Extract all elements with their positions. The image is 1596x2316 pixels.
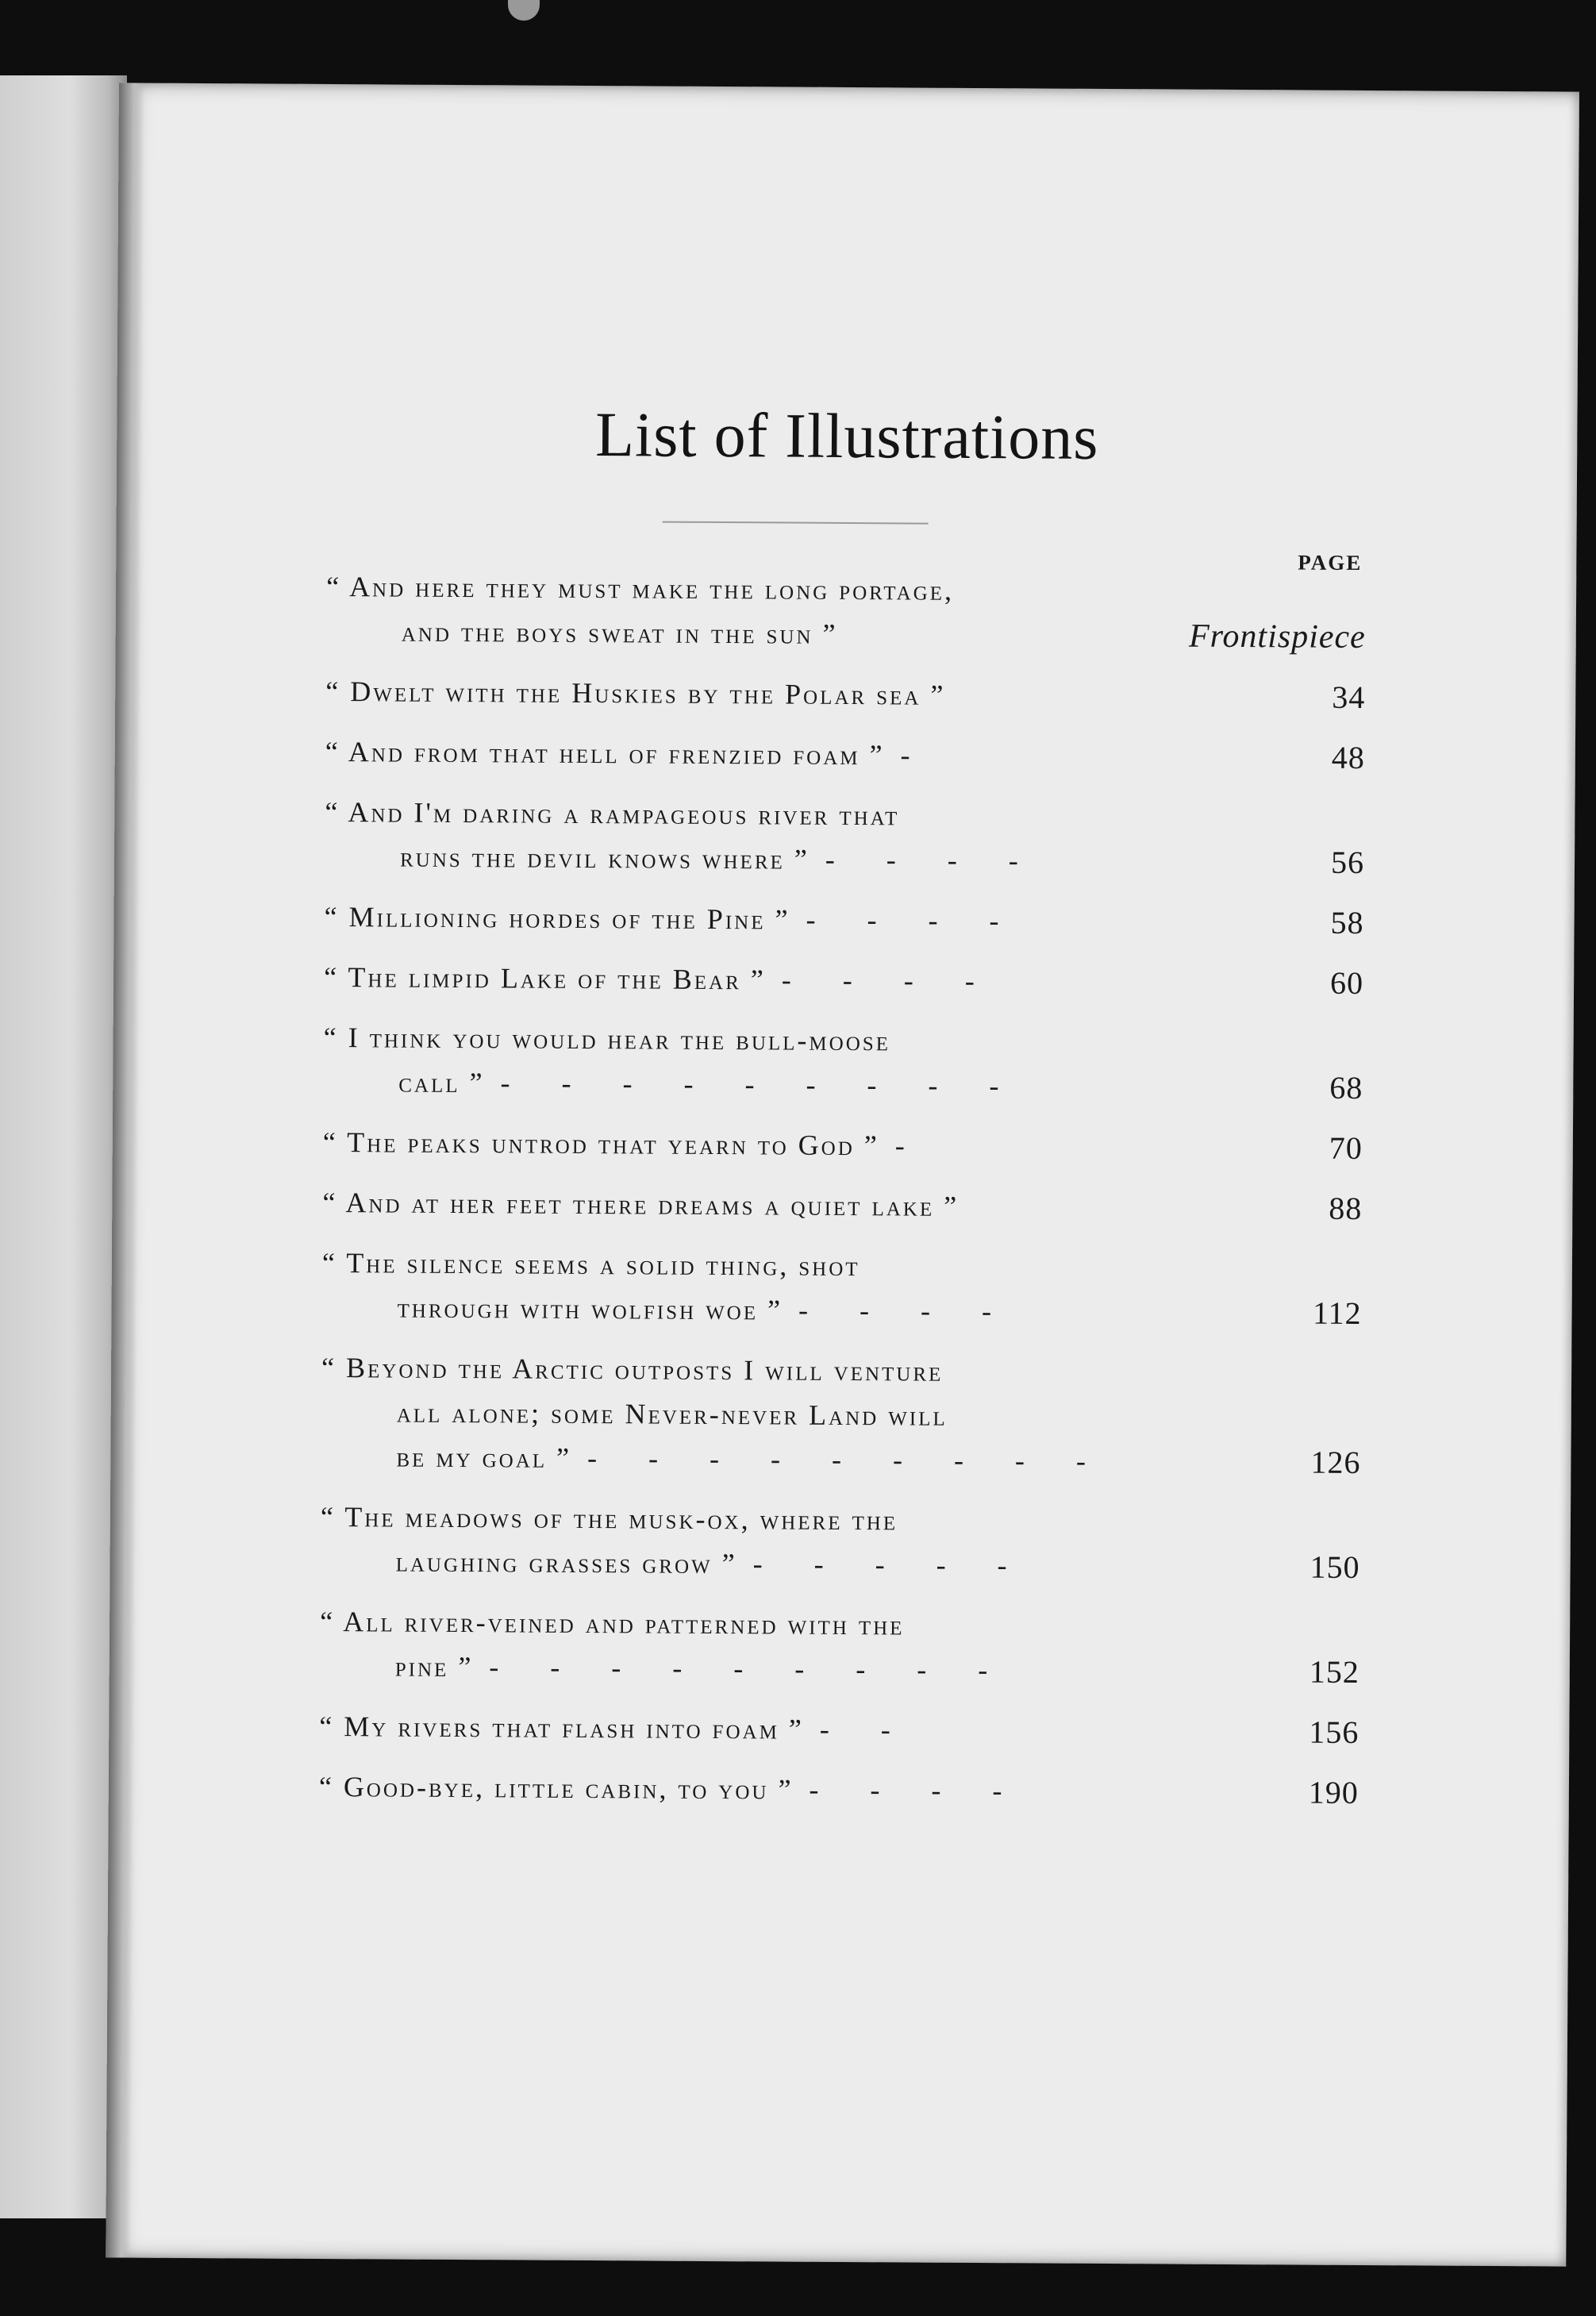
page-number: 34: [1332, 679, 1366, 715]
entry-line: “ And from that hell of frenzied foam ” -: [325, 735, 933, 771]
entry-line: “ And here they must make the long portage,: [326, 570, 955, 606]
page-number: 150: [1309, 1548, 1360, 1585]
entry-line: laughing grasses grow ” - - - - -: [395, 1545, 1029, 1582]
list-entry: [323, 1015, 1363, 1110]
page-number: 88: [1329, 1190, 1363, 1226]
page-number: 126: [1310, 1444, 1361, 1480]
page-number: 68: [1329, 1069, 1363, 1106]
book-page: [106, 83, 1579, 2266]
page-number: 60: [1329, 964, 1364, 1001]
scan-speck: [508, 0, 540, 21]
list-entry: [324, 894, 1363, 945]
leader-dashes: -: [894, 1129, 927, 1162]
list-entry: [323, 1120, 1363, 1171]
leader-dashes: [959, 1191, 975, 1222]
entry-line: and the boys sweat in the sun ”: [326, 609, 1366, 660]
list-entry: [324, 955, 1363, 1006]
entry-line: “ Millioning hordes of the Pine ” - - - -: [324, 900, 1021, 937]
leader-dashes: - - - -: [798, 1294, 1014, 1328]
entry-line: “ The limpid Lake of the Bear ” - - - -: [324, 960, 997, 998]
list-entry: [322, 1180, 1362, 1231]
page-number: 48: [1331, 739, 1365, 775]
entry-line: “ And I'm daring a rampageous river that: [325, 795, 900, 832]
leader-dashes: [945, 679, 961, 711]
leader-dashes: - - - -: [809, 1773, 1025, 1807]
entry-line: “ Beyond the Arctic outposts I will venture: [321, 1351, 944, 1387]
entry-line: “ My rivers that flash into foam ” - -: [319, 1710, 913, 1746]
list-entry: [325, 729, 1365, 780]
page-number: Frontispiece: [1188, 617, 1366, 656]
entry-line: “ Dwelt with the Huskies by the Polar sea ”: [325, 669, 1365, 720]
entry-line: all alone; some Never-never Land will: [396, 1396, 948, 1432]
entry-line: call ” - - - - - - - - -: [398, 1066, 1021, 1102]
page-number: 56: [1330, 844, 1365, 880]
entry-line: pine ” - - - - - - - - -: [394, 1650, 1010, 1687]
entry-line: “ All river-veined and patterned with the: [320, 1605, 905, 1641]
leader-dashes: - - - -: [806, 903, 1021, 937]
page-number: 156: [1309, 1714, 1359, 1750]
leader-dashes: [837, 618, 853, 650]
list-entry: [326, 564, 1367, 660]
page-number: 58: [1330, 904, 1364, 941]
entry-line: “ The silence seems a solid thing, shot: [321, 1246, 860, 1283]
page-number: 70: [1329, 1129, 1363, 1166]
list-entry: [325, 669, 1365, 720]
entry-line: “ And at her feet there dreams a quiet lake ”: [322, 1180, 1362, 1231]
entry-line: “ The peaks untrod that yearn to God ” -: [322, 1125, 927, 1162]
entry-line: through with wolfish woe ” - - - -: [397, 1291, 1014, 1328]
leader-dashes: - - - -: [781, 964, 997, 998]
list-entry: [321, 1241, 1362, 1336]
list-entry: [320, 1495, 1360, 1590]
leader-dashes: - - - -: [825, 843, 1040, 877]
entry-line: runs the devil knows where ” - - - -: [399, 841, 1040, 877]
leader-dashes: - - - - -: [752, 1548, 1029, 1582]
list-entry: [320, 1599, 1360, 1695]
page-number: 112: [1312, 1295, 1362, 1331]
leader-dashes: -: [900, 739, 933, 771]
list-entry: [321, 1345, 1361, 1485]
leader-dashes: - -: [819, 1713, 913, 1746]
leader-dashes: - - - - - - - - -: [586, 1442, 1109, 1478]
list-entry: [319, 1764, 1359, 1815]
page-title: List of Illustrations: [594, 400, 1099, 473]
page-number: 152: [1309, 1653, 1359, 1690]
entry-line: be my goal ” - - - - - - - - -: [396, 1441, 1109, 1478]
illustrations-list: [319, 564, 1367, 1831]
leader-dashes: - - - - - - - - -: [489, 1651, 1010, 1687]
page-column-label: PAGE: [1298, 550, 1363, 575]
entry-line: “ I think you would hear the bull-moose: [323, 1021, 891, 1057]
entry-line: “ The meadows of the musk-ox, where the: [320, 1500, 898, 1537]
title-rule: [663, 521, 929, 525]
list-entry: [319, 1704, 1359, 1755]
list-entry: [325, 790, 1365, 885]
leader-dashes: - - - - - - - - -: [500, 1067, 1021, 1102]
entry-line: “ Good-bye, little cabin, to you ” - - - -: [318, 1770, 1025, 1807]
page-number: 190: [1308, 1774, 1359, 1810]
